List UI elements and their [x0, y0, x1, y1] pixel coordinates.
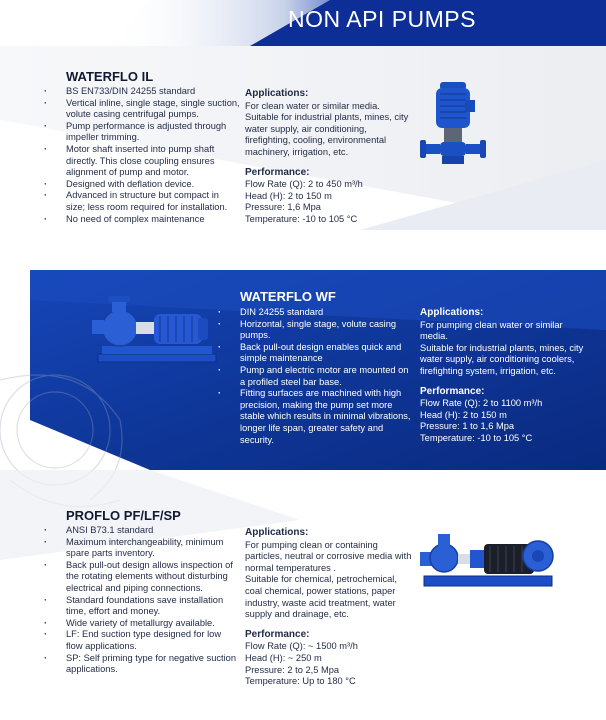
- wf-app-line: Suitable for industrial plants, mines, city: [420, 342, 584, 353]
- pf-perf-line: Pressure: 2 to 2,5 Mpa: [245, 664, 340, 675]
- pf-app-line: For pumping clean or containing: [245, 539, 378, 550]
- list-item: · Pump performance is adjusted through: [52, 121, 242, 133]
- list-item: longer life span, greater safety and: [240, 422, 384, 433]
- il-performance-heading: Performance:: [245, 166, 310, 178]
- il-details: [245, 88, 425, 226]
- page-header: [0, 0, 606, 46]
- list-item: · Vertical inline, single stage, single suction,: [52, 98, 242, 110]
- list-item: impeller trimming.: [66, 132, 140, 143]
- il-app-line: Suitable for industrial plants, mines, city: [245, 112, 409, 123]
- list-item: · Standard foundations save installation: [52, 595, 242, 607]
- pf-details: [245, 527, 425, 688]
- pf-app-line: Suitable for chemical, petrochemical,: [245, 574, 397, 585]
- il-app-line: firefighting, cooling, environmental: [245, 135, 387, 146]
- list-item: directly. This close coupling ensures: [66, 155, 215, 166]
- list-item: · Wide variety of metallurgy available.: [52, 618, 242, 630]
- il-title: WATERFLO IL: [66, 69, 154, 84]
- pf-app-line: supply and drainage, etc.: [245, 609, 349, 620]
- pf-perf-line: Flow Rate (Q): ~ 1500 m³/h: [245, 641, 358, 652]
- wf-details: [420, 307, 600, 445]
- list-item: · Advanced in structure but compact in: [52, 190, 242, 202]
- pf-app-line: normal temperatures .: [245, 562, 336, 573]
- list-item: applications.: [66, 664, 118, 675]
- list-item: alignment of pump and motor.: [66, 167, 189, 178]
- pf-applications-heading: Applications:: [245, 527, 309, 538]
- il-perf-line: Pressure: 1,6 Mpa: [245, 202, 321, 213]
- wf-perf-line: Head (H): 2 to 150 m: [420, 409, 507, 420]
- list-item: · ANSI B73.1 standard: [52, 525, 242, 537]
- list-item: · Back pull-out design allows inspection of: [52, 560, 242, 572]
- vertical-inline-pump-image: [418, 78, 488, 178]
- pf-performance-heading: Performance:: [245, 628, 310, 640]
- horizontal-pump-image: [92, 292, 222, 372]
- il-app-line: machinery, irrigation, etc.: [245, 146, 349, 157]
- wf-applications-heading: Applications:: [420, 307, 484, 318]
- wf-app-line: media.: [420, 331, 448, 342]
- il-perf-line: Head (H): 2 to 150 m: [245, 190, 332, 201]
- list-item: security.: [240, 434, 274, 445]
- il-feature-list: [52, 86, 242, 225]
- list-item: size; less room required for installation.: [66, 201, 228, 212]
- pf-feature-list: [52, 525, 242, 676]
- list-item: · Motor shaft inserted into pump shaft: [52, 144, 242, 156]
- list-item: · Designed with deflation device.: [52, 179, 242, 191]
- list-item: · LF: End suction type designed for low: [52, 629, 242, 641]
- list-item: · SP: Self priming type for negative suction: [52, 653, 242, 665]
- list-item: · BS EN733/DIN 24255 standard: [52, 86, 242, 98]
- wf-app-line: For pumping clean water or similar: [420, 319, 563, 330]
- list-item: time, effort and money.: [66, 606, 161, 617]
- process-pump-image: [420, 528, 555, 590]
- list-item: · Horizontal, single stage, volute casing: [226, 319, 416, 331]
- list-item: stable which results in minimal vibrations,: [240, 411, 411, 422]
- wf-app-line: firefighting system, irrigation, etc.: [420, 365, 556, 376]
- list-item: pumps.: [240, 330, 271, 341]
- pf-app-line: coal chemical, power stations, paper: [245, 585, 396, 596]
- list-item: · Pump and electric motor are mounted on: [226, 365, 416, 377]
- pf-perf-line: Head (H): ~ 250 m: [245, 652, 322, 663]
- pf-title: PROFLO PF/LF/SP: [66, 508, 181, 523]
- il-perf-line: Temperature: -10 to 105 °C: [245, 213, 358, 224]
- il-applications-heading: Applications:: [245, 88, 309, 99]
- list-item: volute casing centrifugal pumps.: [66, 109, 199, 120]
- wf-perf-line: Pressure: 1 to 1,6 Mpa: [420, 421, 515, 432]
- list-item: a profiled steel bar base.: [240, 376, 342, 387]
- wf-app-line: water supply, air conditioning coolers,: [420, 354, 575, 365]
- pf-app-line: industry, waste acid treatment, water: [245, 597, 396, 608]
- page-title: NON API PUMPS: [288, 6, 476, 32]
- list-item: · Maximum interchangeability, minimum: [52, 537, 242, 549]
- wf-title: WATERFLO WF: [240, 289, 336, 304]
- list-item: spare parts inventory.: [66, 548, 155, 559]
- list-item: · Back pull-out design enables quick and: [226, 342, 416, 354]
- pf-perf-line: Temperature: Up to 180 °C: [245, 676, 356, 687]
- list-item: · Fitting surfaces are machined with high: [226, 388, 416, 400]
- list-item: simple maintenance: [240, 353, 323, 364]
- list-item: flow applications.: [66, 640, 137, 651]
- list-item: · No need of complex maintenance: [52, 214, 242, 226]
- pf-app-line: particles, neutral or corrosive media with: [245, 551, 412, 562]
- wf-performance-heading: Performance:: [420, 385, 485, 397]
- list-item: · DIN 24255 standard: [226, 307, 416, 319]
- wf-perf-line: Temperature: -10 to 105 °C: [420, 432, 533, 443]
- wf-feature-list: [226, 307, 416, 446]
- il-app-line: For clean water or similar media.: [245, 100, 380, 111]
- il-app-line: water supply, air conditioning,: [245, 123, 367, 134]
- wf-perf-line: Flow Rate (Q): 2 to 1100 m³/h: [420, 398, 543, 409]
- list-item: the rotating elements without disturbing: [66, 571, 228, 582]
- il-perf-line: Flow Rate (Q): 2 to 450 m³/h: [245, 179, 363, 190]
- list-item: electrical and piping connections.: [66, 582, 203, 593]
- list-item: precision, making the pump set more: [240, 399, 393, 410]
